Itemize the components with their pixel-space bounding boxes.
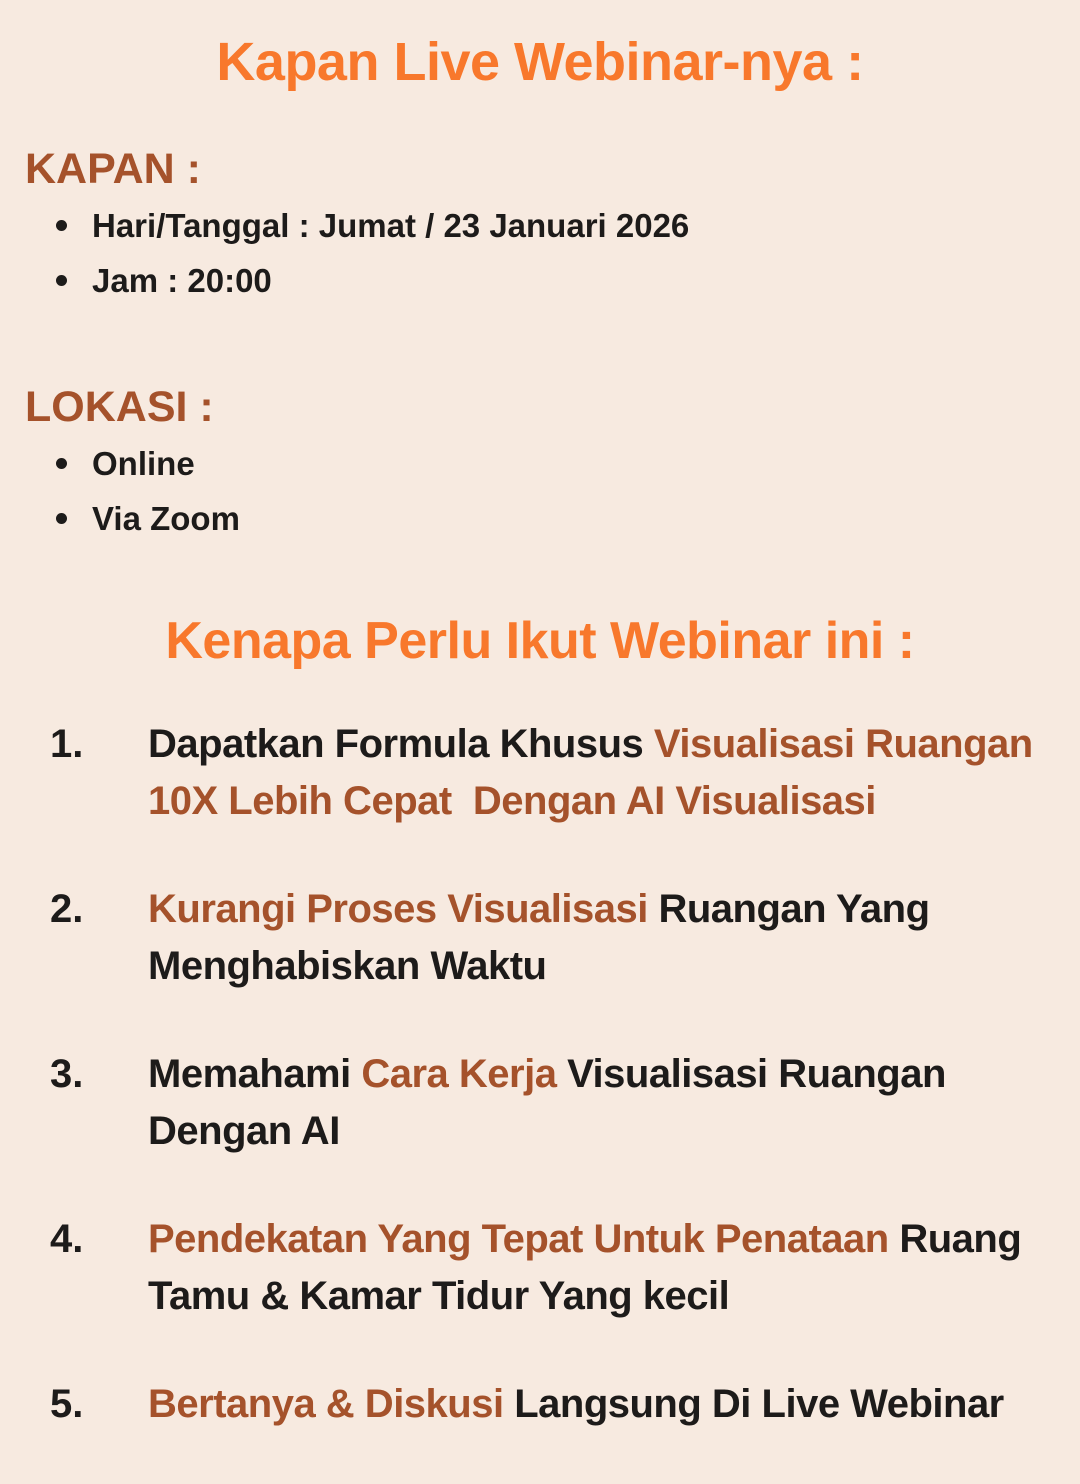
bullet-item-label: Jam : 20:00 [92, 261, 272, 299]
why-list-item-4 [50, 1211, 1060, 1325]
item-text [148, 1376, 1060, 1433]
bullet-item-label: Hari/Tanggal : Jumat / 23 Januari 2026 [92, 206, 690, 244]
lokasi-heading: LOKASI : [25, 383, 214, 431]
bullet-item-time [56, 253, 689, 308]
bullet-dot-icon [56, 458, 67, 469]
item-number: 5. [50, 1382, 84, 1426]
why-title: Kenapa Perlu Ikut Webinar ini : [165, 612, 915, 670]
item-number: 2. [50, 887, 84, 931]
text-segment: Dapatkan Formula Khusus [148, 722, 654, 766]
text-segment: Bertanya & Diskusi [148, 1382, 504, 1426]
item-line [148, 1211, 1060, 1268]
page-title: Kapan Live Webinar-nya : [216, 32, 864, 92]
text-segment: 10X Lebih Cepat Dengan AI Visualisasi [148, 779, 876, 823]
item-line [148, 881, 1060, 938]
text-segment: Ruangan Yang [647, 887, 930, 931]
bullet-item-label: Via Zoom [92, 499, 240, 537]
item-line [148, 1046, 1060, 1103]
item-number: 3. [50, 1052, 84, 1096]
text-segment: Ruang [888, 1217, 1022, 1261]
bullet-item-via-zoom [56, 491, 240, 546]
why-list [50, 716, 1060, 1484]
item-line [148, 773, 1060, 830]
why-list-item-5 [50, 1376, 1060, 1433]
bullet-item-label: Online [92, 444, 195, 482]
item-line [148, 1376, 1060, 1433]
item-text [148, 1211, 1060, 1325]
why-list-item-1 [50, 716, 1060, 830]
text-segment: Pendekatan Yang Tepat Untuk Penataan [148, 1217, 889, 1261]
text-segment: Visualisasi Ruangan [556, 1052, 946, 1096]
bullet-dot-icon [56, 220, 67, 231]
text-segment: Cara Kerja [361, 1052, 557, 1096]
bullet-dot-icon [56, 513, 67, 524]
item-text [148, 716, 1060, 830]
kapan-bullet-list [56, 198, 689, 308]
item-number: 1. [50, 722, 84, 766]
why-list-item-2 [50, 881, 1060, 995]
text-segment: Memahami [148, 1052, 362, 1096]
item-text [148, 881, 1060, 995]
item-line [148, 1103, 1060, 1160]
item-number: 4. [50, 1217, 84, 1261]
item-line [148, 938, 1060, 995]
text-segment: Dengan AI [148, 1109, 340, 1153]
lokasi-bullet-list [56, 436, 240, 546]
item-line [148, 716, 1060, 773]
bullet-item-date [56, 198, 689, 253]
item-line [148, 1268, 1060, 1325]
kapan-heading: KAPAN : [25, 145, 201, 193]
why-list-item-3 [50, 1046, 1060, 1160]
text-segment: Langsung Di Live Webinar [503, 1382, 1004, 1426]
text-segment: Menghabiskan Waktu [148, 944, 547, 988]
text-segment: Tamu & Kamar Tidur Yang kecil [148, 1274, 730, 1318]
text-segment: Visualisasi Ruangan [653, 722, 1033, 766]
bullet-dot-icon [56, 275, 67, 286]
item-text [148, 1046, 1060, 1160]
text-segment: Kurangi Proses Visualisasi [148, 887, 648, 931]
bullet-item-online [56, 436, 240, 491]
